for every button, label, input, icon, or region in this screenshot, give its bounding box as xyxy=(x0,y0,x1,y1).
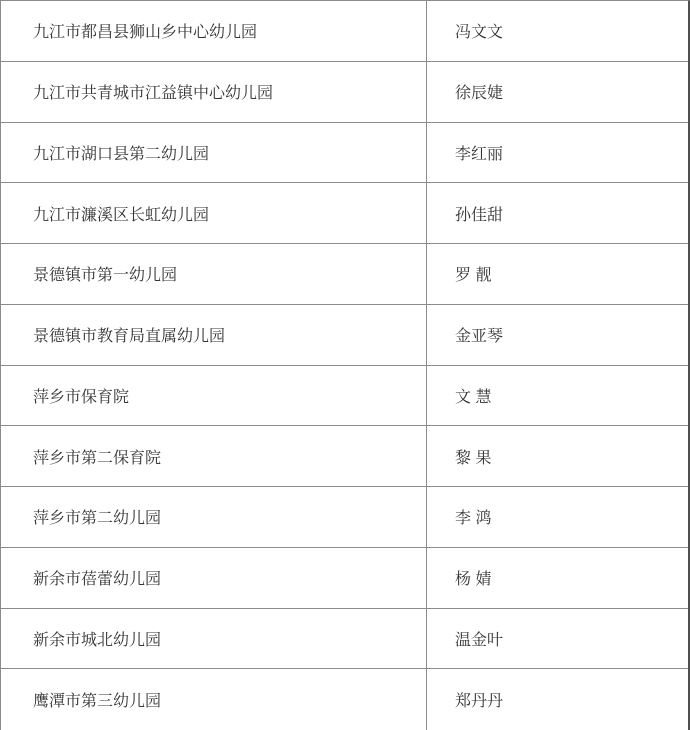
table-row xyxy=(1,487,688,548)
school-cell: 景德镇市教育局直属幼儿园 xyxy=(1,305,427,365)
school-cell: 九江市濂溪区长虹幼儿园 xyxy=(1,183,427,243)
school-cell: 新余市蓓蕾幼儿园 xyxy=(1,548,427,608)
school-cell: 萍乡市第二保育院 xyxy=(1,426,427,486)
table-row xyxy=(1,669,688,730)
table-row xyxy=(1,548,688,609)
school-cell: 萍乡市保育院 xyxy=(1,366,427,426)
school-cell: 新余市城北幼儿园 xyxy=(1,609,427,669)
person-name-cell: 孙佳甜 xyxy=(455,206,504,224)
school-cell: 九江市湖口县第二幼儿园 xyxy=(1,123,427,183)
person-name-cell: 李 鸿 xyxy=(455,510,492,528)
person-name-cell: 文 慧 xyxy=(455,388,492,406)
person-name-cell: 金亚琴 xyxy=(455,328,504,346)
table-row xyxy=(1,62,688,123)
school-cell: 景德镇市第一幼儿园 xyxy=(1,244,427,304)
table-row xyxy=(1,305,688,366)
table-row xyxy=(1,183,688,244)
person-name-cell: 温金叶 xyxy=(455,631,504,649)
person-name-cell: 郑丹丹 xyxy=(455,693,504,711)
school-cell: 九江市共青城市江益镇中心幼儿园 xyxy=(1,62,427,122)
table-row xyxy=(1,123,688,184)
table-row xyxy=(1,609,688,670)
table-row xyxy=(1,1,688,62)
person-name-cell: 罗 靓 xyxy=(455,267,492,285)
school-cell: 九江市都昌县狮山乡中心幼儿园 xyxy=(1,1,427,61)
person-name-cell: 李红丽 xyxy=(455,145,504,163)
person-name-cell: 冯文文 xyxy=(455,24,504,42)
table-row xyxy=(1,244,688,305)
school-cell: 鹰潭市第三幼儿园 xyxy=(1,669,427,730)
table-row xyxy=(1,426,688,487)
table-row xyxy=(1,366,688,427)
school-cell: 萍乡市第二幼儿园 xyxy=(1,487,427,547)
person-name-cell: 黎 果 xyxy=(455,449,492,467)
person-name-cell: 杨 婧 xyxy=(455,571,492,589)
person-name-cell: 徐辰婕 xyxy=(455,85,504,103)
